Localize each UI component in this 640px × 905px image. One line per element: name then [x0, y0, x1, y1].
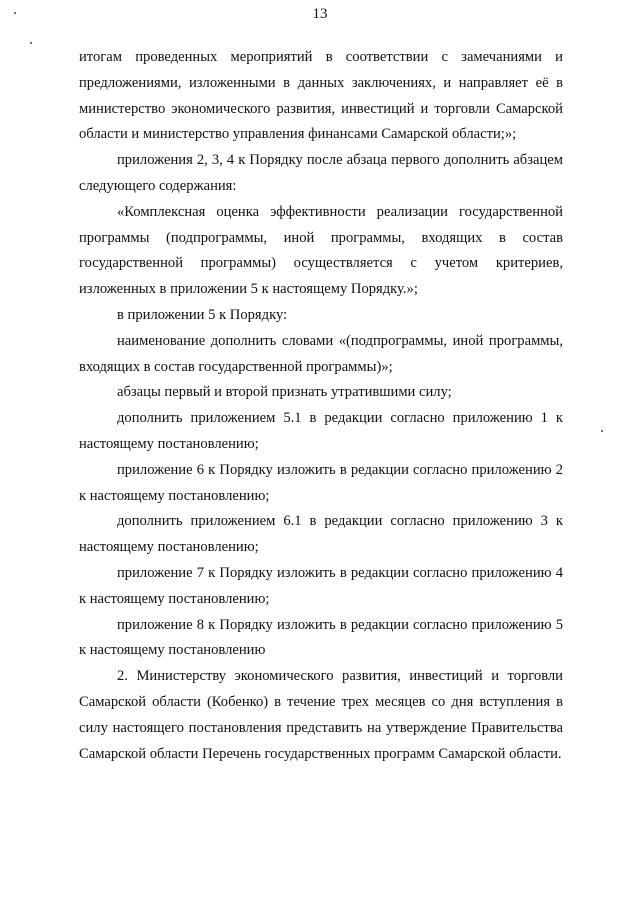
scan-speck: [601, 430, 603, 432]
paragraph: приложение 8 к Порядку изложить в редакции согласно приложению 5 к настоящему постановлению: [79, 616, 563, 659]
scan-speck: [30, 42, 32, 44]
paragraph: наименование дополнить словами «(подпрограммы, иной программы, входящих в состав государственной программы)»;: [79, 332, 563, 375]
document-body: [79, 45, 563, 767]
paragraph: приложение 7 к Порядку изложить в редакции согласно приложению 4 к настоящему постановлению;: [79, 564, 563, 607]
paragraph: приложение 6 к Порядку изложить в редакции согласно приложению 2 к настоящему постановлению;: [79, 461, 563, 504]
paragraph-quote: «Комплексная оценка эффективности реализации государственной программы (подпрограммы, иной программы, входящих в состав государственной программы) осуществляется с учетом критериев, изложенных в приложении 5 к настоящему Порядку.»;: [79, 203, 563, 298]
page-number: 13: [312, 6, 328, 22]
paragraph: приложения 2, 3, 4 к Порядку после абзаца первого дополнить абзацем следующего содержания:: [79, 152, 563, 194]
paragraph: в приложении 5 к Порядку:: [117, 306, 288, 323]
paragraph-numbered: 2. Министерству экономического развития, инвестиций и торговли Самарской области (Кобенко) в течение трех месяцев со дня вступления в силу настоящего постановления представить на утверждение Правительства Самарской области Перечень государственных программ Самарской области.: [79, 668, 563, 762]
paragraph: дополнить приложением 5.1 в редакции согласно приложению 1 к настоящему постановлению;: [79, 410, 563, 452]
paragraph-continuation: итогам проведенных мероприятий в соответствии с замечаниями и предложениями, изложенными в данных заключениях, и направляет её в министерство экономического развития, инвестиций и торговли Самарской области и министерство управления финансами Самарской области;»;: [79, 49, 563, 143]
paragraph: абзацы первый и второй признать утратившими силу;: [117, 384, 452, 401]
paragraph: дополнить приложением 6.1 в редакции согласно приложению 3 к настоящему постановлению;: [79, 513, 563, 556]
